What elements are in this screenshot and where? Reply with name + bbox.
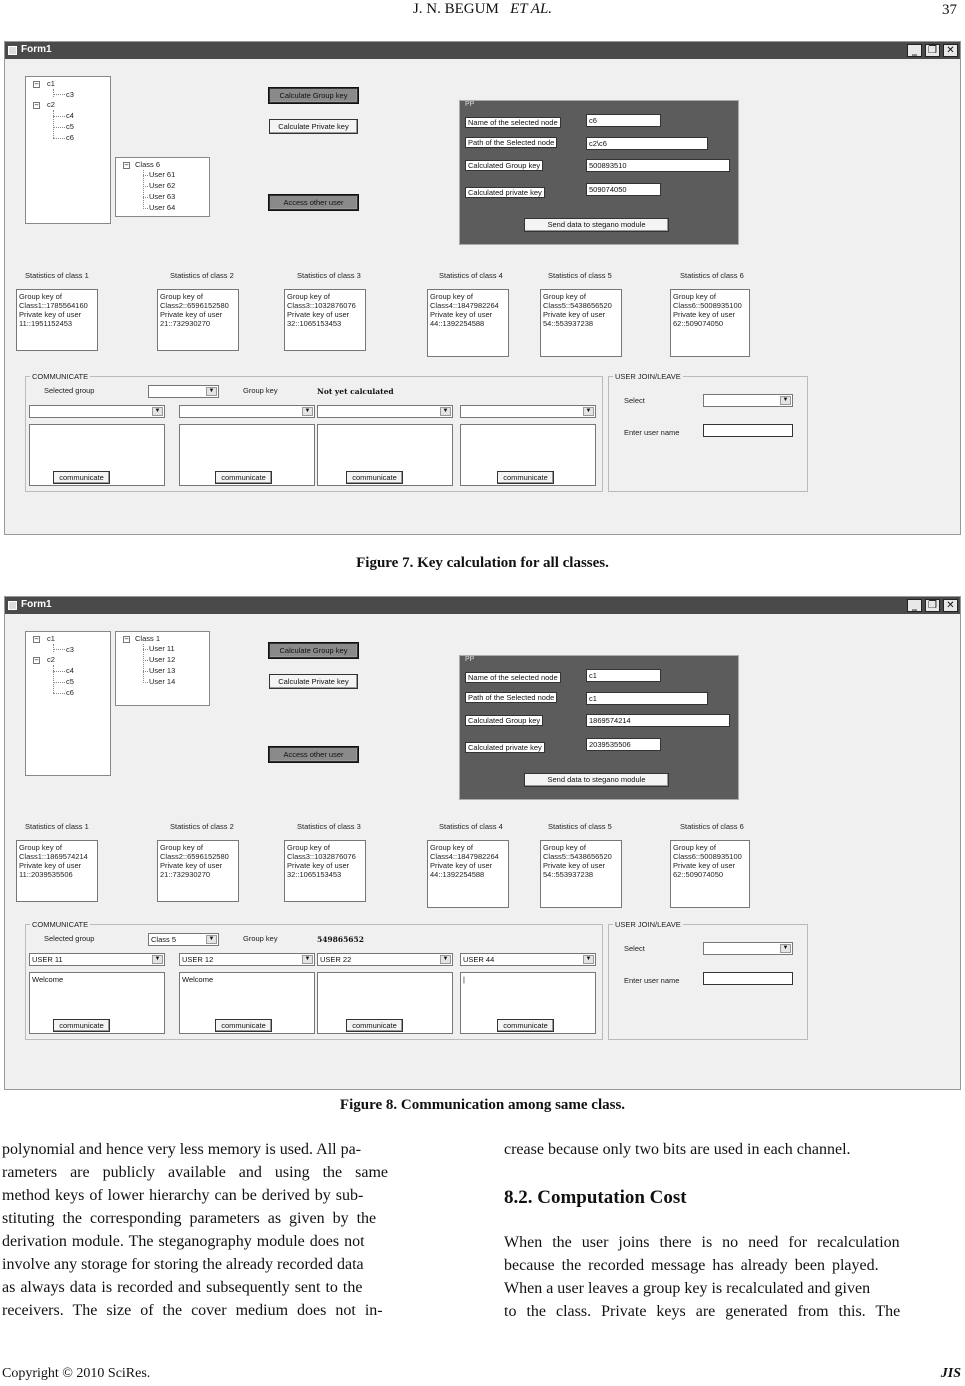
- statistics-line: Private key of user: [543, 310, 606, 319]
- running-head: [0, 1, 965, 18]
- chevron-down-icon[interactable]: ▼: [206, 387, 217, 396]
- right-line-3: When a user leaves a group key is recalculated and given: [504, 1280, 871, 1297]
- statistics-line: Private key of user: [430, 861, 493, 870]
- statistics-line: Class6::5008935100: [673, 301, 742, 310]
- statistics-line: 21::732930270: [160, 319, 211, 328]
- minimize-button[interactable]: _: [907, 44, 922, 57]
- chevron-down-icon[interactable]: ▼: [440, 955, 451, 964]
- pp-legend: PP: [465, 656, 475, 663]
- node-name-label: Name of the selected node: [465, 672, 561, 683]
- statistics-box-class-3: [284, 840, 366, 902]
- tree-node-c1[interactable]: c1: [47, 79, 55, 88]
- user-dropdown-4[interactable]: [460, 405, 596, 418]
- journal-abbrev: JIS: [940, 1366, 961, 1381]
- left-line-4: stituting the corresponding parameters as given by the: [2, 1210, 377, 1227]
- statistics-line: Private key of user: [160, 310, 223, 319]
- title-bar: [5, 597, 960, 614]
- collapse-icon[interactable]: −: [34, 656, 39, 664]
- select-label: Select: [624, 396, 645, 405]
- statistics-box-class-4: [427, 840, 509, 908]
- communicate-button-1[interactable]: communicate: [53, 1019, 110, 1032]
- user-dropdown-3[interactable]: [317, 953, 453, 966]
- statistics-line: Class5::5438656520: [543, 852, 612, 861]
- window-title: Form1: [21, 599, 52, 610]
- left-line-6: involve any storage for storing the already recorded data: [2, 1256, 364, 1273]
- statistics-line: Group key of: [543, 843, 586, 852]
- statistics-line: Class3::1032876076: [287, 852, 356, 861]
- user-dropdown-2[interactable]: [179, 405, 315, 418]
- communicate-button-2[interactable]: communicate: [215, 471, 272, 484]
- page-number: 37: [942, 2, 957, 18]
- communicate-legend: COMMUNICATE: [32, 920, 89, 929]
- statistics-line: Group key of: [543, 292, 586, 301]
- close-button[interactable]: ✕: [943, 599, 958, 612]
- chevron-down-icon[interactable]: ▼: [302, 955, 313, 964]
- group-key-caption: Group key: [243, 934, 278, 943]
- body-left-column: [2, 1138, 461, 1322]
- statistics-line: Class4::1847982264: [430, 301, 499, 310]
- statistics-box-class-1: [16, 289, 98, 351]
- selected-group-label: Selected group: [44, 386, 95, 395]
- tree-node-c4[interactable]: c4: [66, 666, 74, 675]
- statistics-line: Class5::5438656520: [543, 301, 612, 310]
- statistics-line: 11::1951152453: [19, 319, 73, 328]
- statistics-line: 54::553937238: [543, 319, 594, 328]
- statistics-line: 21::732930270: [160, 870, 211, 879]
- app-icon: [8, 601, 17, 610]
- chevron-down-icon[interactable]: ▼: [583, 407, 594, 416]
- statistics-line: 11::2039535506: [19, 870, 73, 879]
- user-dropdown-value: USER 22: [320, 955, 352, 964]
- window-title: Form1: [21, 44, 52, 55]
- right-line-4: to the class. Private keys are generated from this. The: [504, 1303, 901, 1320]
- statistics-line: Private key of user: [673, 310, 736, 319]
- statistics-line: Private key of user: [673, 861, 736, 870]
- chevron-down-icon[interactable]: ▼: [780, 396, 791, 405]
- tree-node-user[interactable]: User 14: [149, 677, 176, 686]
- tree-node-user[interactable]: User 12: [149, 655, 176, 664]
- tree-node-c2[interactable]: c2: [47, 100, 55, 109]
- statistics-title-class-1: Statistics of class 1: [25, 822, 89, 831]
- message-text: Welcome: [32, 975, 64, 984]
- group-key-field[interactable]: 500893510: [586, 159, 730, 172]
- join-leave-legend: USER JOIN/LEAVE: [615, 920, 681, 929]
- tree-node-c6[interactable]: c6: [66, 133, 74, 142]
- statistics-title-class-5: Statistics of class 5: [548, 271, 612, 280]
- tree-node-class[interactable]: Class 1: [135, 634, 161, 643]
- statistics-line: Group key of: [160, 843, 203, 852]
- statistics-line: 44::1392254588: [430, 870, 485, 879]
- close-button[interactable]: ✕: [943, 44, 958, 57]
- tree-node-c1[interactable]: c1: [47, 634, 55, 643]
- left-line-3: method keys of lower hierarchy can be derived by sub-: [2, 1187, 364, 1204]
- statistics-line: Class1::1869574214: [19, 852, 88, 861]
- statistics-line: Group key of: [287, 292, 330, 301]
- node-name-label: Name of the selected node: [465, 117, 561, 128]
- send-to-stegano-button[interactable]: Send data to stegano module: [524, 773, 669, 787]
- statistics-line: 62::509074050: [673, 319, 724, 328]
- user-dropdown-1[interactable]: [29, 405, 165, 418]
- statistics-title-class-6: Statistics of class 6: [680, 822, 744, 831]
- minimize-button[interactable]: _: [907, 599, 922, 612]
- statistics-title-class-4: Statistics of class 4: [439, 822, 503, 831]
- user-tree[interactable]: [115, 157, 210, 217]
- tree-node-user[interactable]: User 11: [149, 644, 175, 653]
- pp-panel: [459, 655, 739, 800]
- user-join-leave-group: [608, 372, 808, 492]
- pp-legend: PP: [465, 101, 475, 108]
- tree-node-c6[interactable]: c6: [66, 688, 74, 697]
- access-other-user-button[interactable]: Access other user: [269, 747, 358, 762]
- join-select-dropdown[interactable]: [703, 394, 793, 407]
- select-label: Select: [624, 944, 645, 953]
- statistics-line: Class1::1785564160: [19, 301, 88, 310]
- tree-node-c5[interactable]: c5: [66, 122, 74, 131]
- statistics-line: 62::509074050: [673, 870, 724, 879]
- restore-button[interactable]: ❐: [925, 44, 940, 57]
- tree-node-user[interactable]: User 62: [149, 181, 176, 190]
- statistics-line: Group key of: [287, 843, 330, 852]
- statistics-title-class-5: Statistics of class 5: [548, 822, 612, 831]
- join-leave-legend: USER JOIN/LEAVE: [615, 372, 681, 381]
- statistics-line: 44::1392254588: [430, 319, 485, 328]
- communicate-group: [25, 920, 603, 1040]
- private-key-label: Calculated private key: [465, 742, 545, 753]
- statistics-box-class-6: [670, 840, 750, 908]
- left-line-8: receivers. The size of the cover medium does not in-: [2, 1302, 383, 1319]
- left-line-5: derivation module. The steganography module does not: [2, 1233, 365, 1250]
- statistics-line: Private key of user: [160, 861, 223, 870]
- user-dropdown-2[interactable]: [179, 953, 315, 966]
- group-key-label: Calculated Group key: [465, 160, 543, 171]
- private-key-field[interactable]: 2039535506: [586, 738, 661, 751]
- user-name-label: Enter user name: [624, 428, 680, 437]
- right-line-1: When the user joins there is no need for recalculation: [504, 1234, 900, 1251]
- user-tree[interactable]: [115, 631, 210, 706]
- chevron-down-icon[interactable]: ▼: [152, 407, 163, 416]
- statistics-line: 32::1065153453: [287, 319, 342, 328]
- join-select-dropdown[interactable]: [703, 942, 793, 955]
- collapse-icon[interactable]: −: [34, 80, 39, 88]
- class-tree[interactable]: [25, 76, 111, 224]
- statistics-title-class-1: Statistics of class 1: [25, 271, 89, 280]
- statistics-line: Class4::1847982264: [430, 852, 499, 861]
- tree-node-user[interactable]: User 63: [149, 192, 176, 201]
- tree-node-user[interactable]: User 13: [149, 666, 176, 675]
- statistics-line: Private key of user: [19, 310, 82, 319]
- node-path-label: Path of the Selected node: [465, 692, 557, 703]
- user-dropdown-value: USER 12: [182, 955, 214, 964]
- author: J. N. BEGUM: [412, 1, 499, 17]
- communicate-button-3[interactable]: communicate: [346, 1019, 403, 1032]
- statistics-title-class-3: Statistics of class 3: [297, 822, 361, 831]
- group-key-caption: Group key: [243, 386, 278, 395]
- pp-panel: [459, 100, 739, 245]
- statistics-box-class-6: [670, 289, 750, 357]
- node-name-field[interactable]: c1: [586, 669, 661, 682]
- collapse-icon[interactable]: −: [124, 635, 129, 643]
- group-key-value: Not yet calculated: [317, 387, 394, 396]
- group-key-value: 549865652: [317, 935, 364, 944]
- statistics-line: Group key of: [19, 843, 62, 852]
- statistics-title-class-6: Statistics of class 6: [680, 271, 744, 280]
- statistics-title-class-2: Statistics of class 2: [170, 822, 234, 831]
- node-name-field[interactable]: c6: [586, 114, 661, 127]
- copyright: Copyright © 2010 SciRes.: [2, 1366, 151, 1381]
- user-dropdown-1[interactable]: [29, 953, 165, 966]
- tree-node-class[interactable]: Class 6: [135, 160, 161, 169]
- chevron-down-icon[interactable]: ▼: [583, 955, 594, 964]
- statistics-line: Private key of user: [430, 310, 493, 319]
- calculate-private-key-button[interactable]: Calculate Private key: [269, 674, 358, 689]
- statistics-line: Group key of: [430, 292, 473, 301]
- chevron-down-icon[interactable]: ▼: [780, 944, 791, 953]
- calculate-group-key-button[interactable]: Calculate Group key: [269, 88, 358, 103]
- statistics-line: Group key of: [430, 843, 473, 852]
- left-line-2: rameters are publicly available and using the same: [2, 1164, 388, 1181]
- chevron-down-icon[interactable]: ▼: [152, 955, 163, 964]
- collapse-icon[interactable]: −: [34, 101, 39, 109]
- statistics-title-class-3: Statistics of class 3: [297, 271, 361, 280]
- tree-node-user[interactable]: User 64: [149, 203, 176, 212]
- class-tree[interactable]: [25, 631, 111, 776]
- statistics-line: Class2::6596152580: [160, 852, 229, 861]
- statistics-line: Group key of: [673, 292, 716, 301]
- chevron-down-icon[interactable]: ▼: [302, 407, 313, 416]
- user-dropdown-3[interactable]: [317, 405, 453, 418]
- tree-node-c3[interactable]: c3: [66, 90, 74, 99]
- statistics-line: Class6::5008935100: [673, 852, 742, 861]
- user-dropdown-value: USER 44: [463, 955, 495, 964]
- section-heading: 8.2. Computation Cost: [504, 1187, 687, 1208]
- selected-group-dropdown[interactable]: [148, 385, 219, 398]
- user-dropdown-value: USER 11: [32, 955, 63, 964]
- title-bar: [5, 42, 960, 59]
- left-line-7: as always data is recorded and subsequently sent to the: [2, 1279, 363, 1296]
- statistics-line: Private key of user: [287, 861, 350, 870]
- private-key-field[interactable]: 509074050: [586, 183, 661, 196]
- form1-window-fig7: [4, 41, 961, 535]
- statistics-box-class-2: [157, 840, 239, 902]
- communicate-button-2[interactable]: communicate: [215, 1019, 272, 1032]
- selected-group-label: Selected group: [44, 934, 95, 943]
- node-path-field[interactable]: c1: [586, 692, 708, 705]
- selected-group-dropdown[interactable]: [148, 933, 219, 946]
- user-join-leave-group: [608, 920, 808, 1040]
- figure-8-caption: Figure 8. Communication among same class.: [339, 1097, 626, 1113]
- collapse-icon[interactable]: −: [124, 161, 129, 169]
- group-key-field[interactable]: 1869574214: [586, 714, 730, 727]
- statistics-title-class-2: Statistics of class 2: [170, 271, 234, 280]
- calculate-group-key-button[interactable]: Calculate Group key: [269, 643, 358, 658]
- restore-button[interactable]: ❐: [925, 599, 940, 612]
- communicate-legend: COMMUNICATE: [32, 372, 89, 381]
- et-al: ET AL.: [510, 1, 553, 17]
- collapse-icon[interactable]: −: [34, 635, 39, 643]
- app-icon: [8, 46, 17, 55]
- send-to-stegano-button[interactable]: Send data to stegano module: [524, 218, 669, 232]
- statistics-box-class-3: [284, 289, 366, 351]
- tree-node-c4[interactable]: c4: [66, 111, 74, 120]
- calculate-private-key-button[interactable]: Calculate Private key: [269, 119, 358, 134]
- statistics-line: Group key of: [673, 843, 716, 852]
- user-name-label: Enter user name: [624, 976, 680, 985]
- access-other-user-button[interactable]: Access other user: [269, 195, 358, 210]
- user-name-input[interactable]: [703, 424, 793, 437]
- statistics-line: Private key of user: [543, 861, 606, 870]
- body-right-column: [504, 1231, 962, 1323]
- statistics-box-class-2: [157, 289, 239, 351]
- tree-node-c5[interactable]: c5: [66, 677, 74, 686]
- message-text: Welcome: [182, 975, 214, 984]
- statistics-box-class-5: [540, 289, 622, 357]
- node-path-field[interactable]: c2\c6: [586, 137, 708, 150]
- body-right-top: crease because only two bits are used in each channel.: [504, 1141, 851, 1158]
- statistics-box-class-5: [540, 840, 622, 908]
- message-text: |: [463, 975, 465, 984]
- communicate-button-4[interactable]: communicate: [497, 471, 554, 484]
- statistics-line: Group key of: [19, 292, 62, 301]
- chevron-down-icon[interactable]: ▼: [206, 935, 217, 944]
- chevron-down-icon[interactable]: ▼: [440, 407, 451, 416]
- tree-node-c2[interactable]: c2: [47, 655, 55, 664]
- private-key-label: Calculated private key: [465, 187, 545, 198]
- group-key-label: Calculated Group key: [465, 715, 543, 726]
- statistics-line: Private key of user: [19, 861, 82, 870]
- statistics-line: Class3::1032876076: [287, 301, 356, 310]
- statistics-title-class-4: Statistics of class 4: [439, 271, 503, 280]
- tree-node-c3[interactable]: c3: [66, 645, 74, 654]
- user-name-input[interactable]: [703, 972, 793, 985]
- node-path-label: Path of the Selected node: [465, 137, 557, 148]
- user-dropdown-4[interactable]: [460, 953, 596, 966]
- statistics-box-class-4: [427, 289, 509, 357]
- selected-group-value: Class 5: [151, 935, 177, 944]
- statistics-box-class-1: [16, 840, 98, 902]
- communicate-button-4[interactable]: communicate: [497, 1019, 554, 1032]
- statistics-line: Class2::6596152580: [160, 301, 229, 310]
- statistics-line: 32::1065153453: [287, 870, 342, 879]
- communicate-button-1[interactable]: communicate: [53, 471, 110, 484]
- statistics-line: 54::553937238: [543, 870, 594, 879]
- statistics-line: Group key of: [160, 292, 203, 301]
- tree-node-user[interactable]: User 61: [149, 170, 176, 179]
- communicate-group: [25, 372, 603, 492]
- figure-7-caption: Figure 7. Key calculation for all classes.: [356, 555, 609, 571]
- left-line-1: polynomial and hence very less memory is used. All pa-: [2, 1141, 362, 1158]
- form1-window-fig8: [4, 596, 961, 1090]
- right-line-2: because the recorded message has already been played.: [504, 1257, 879, 1274]
- statistics-line: Private key of user: [287, 310, 350, 319]
- communicate-button-3[interactable]: communicate: [346, 471, 403, 484]
